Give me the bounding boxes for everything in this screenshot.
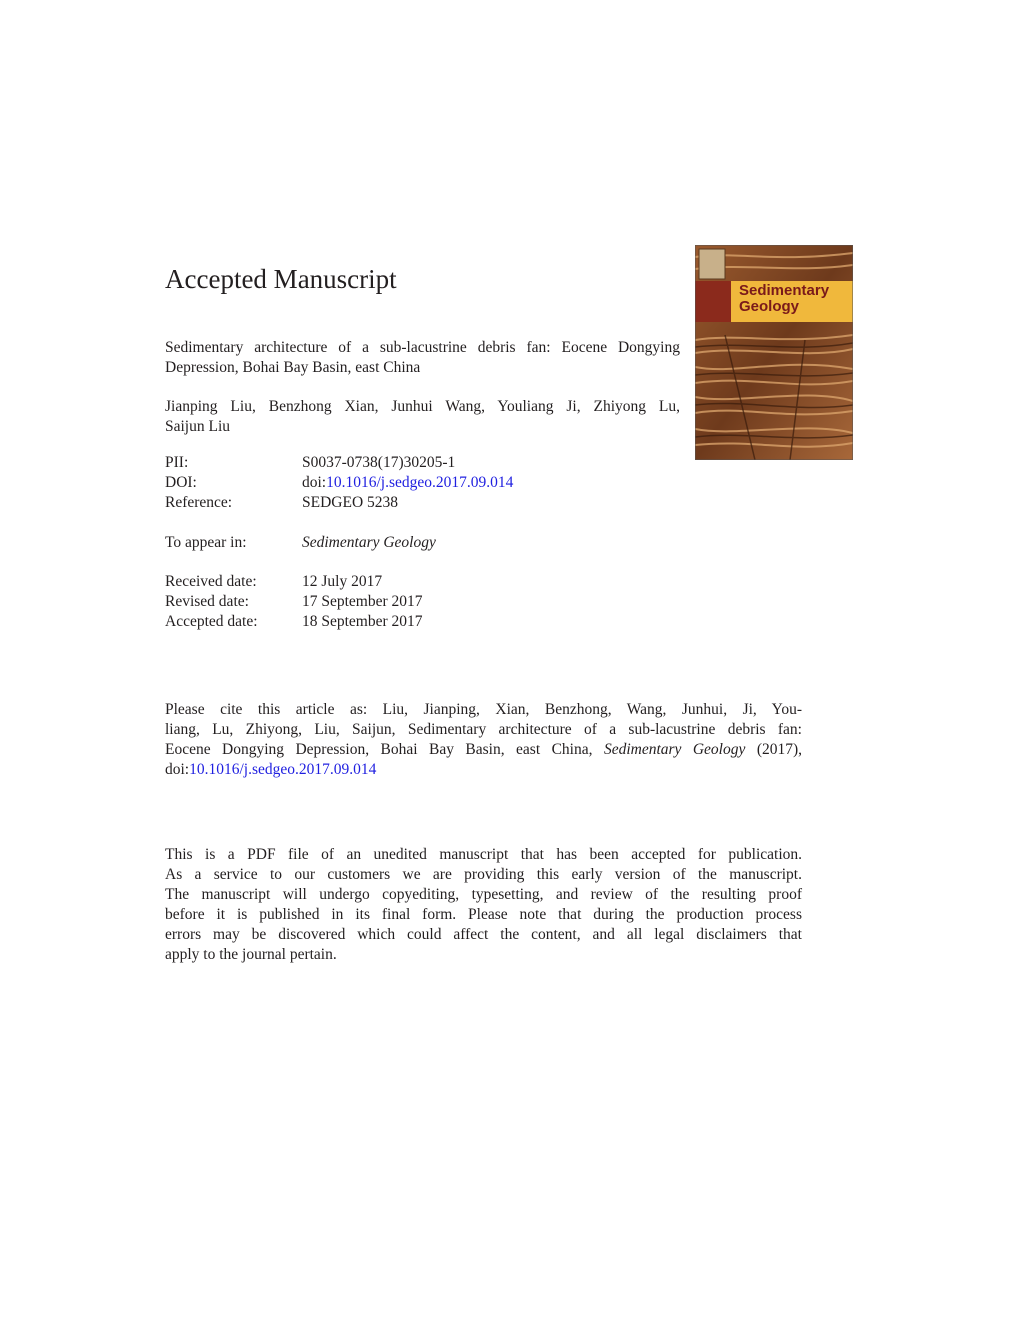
disclaimer-line-3: The manuscript will undergo copyediting, typesetting, and review of the resulting proof [165, 886, 802, 903]
appear-in-value: Sedimentary Geology [302, 534, 436, 551]
doi-link[interactable]: 10.1016/j.sedgeo.2017.09.014 [326, 474, 514, 491]
doi-prefix: doi: [302, 474, 327, 491]
received-date-value: 12 July 2017 [302, 573, 383, 590]
authors-line-2: Saijun Liu [165, 418, 231, 435]
revised-date-label: Revised date: [165, 593, 249, 610]
appear-in-label: To appear in: [165, 534, 247, 551]
pii-label: PII: [165, 454, 189, 471]
cover-journal-title-line-2: Geology [739, 298, 800, 315]
pii-value: S0037-0738(17)30205-1 [302, 454, 456, 471]
cover-journal-title [739, 283, 829, 315]
authors-line-1: Jianping Liu, Benzhong Xian, Junhui Wang, Youliang Ji, Zhiyong Lu, [165, 398, 680, 415]
citation-doi-prefix: doi: [165, 761, 190, 778]
citation-line-1: Please cite this article as: Liu, Jianping, Xian, Benzhong, Wang, Junhui, Ji, You- [165, 701, 802, 718]
citation-line-3-text: Eocene Dongying Depression, Bohai Bay Basin, east China, [165, 741, 593, 758]
accepted-date-label: Accepted date: [165, 613, 258, 630]
revised-date-value: 17 September 2017 [302, 593, 423, 610]
received-date-label: Received date: [165, 573, 257, 590]
citation-line-3 [165, 740, 802, 760]
accepted-date-value: 18 September 2017 [302, 613, 423, 630]
citation-line-2: liang, Lu, Zhiyong, Liu, Saijun, Sedimentary architecture of a sub-lacustrine debris fan: [165, 721, 802, 738]
citation-year: (2017), [756, 741, 803, 758]
citation-journal: Sedimentary Geology [603, 741, 746, 758]
disclaimer-line-6: apply to the journal pertain. [165, 946, 337, 963]
disclaimer-line-4: before it is published in its final form. Please note that during the production process [165, 906, 802, 923]
disclaimer-line-1: This is a PDF file of an unedited manuscript that has been accepted for publication. [165, 846, 802, 863]
reference-label: Reference: [165, 494, 233, 511]
disclaimer-line-5: errors may be discovered which could affect the content, and all legal disclaimers that [165, 926, 802, 943]
page-title: Accepted Manuscript [165, 264, 397, 294]
doi-row [302, 473, 513, 493]
article-title-line-2: Depression, Bohai Bay Basin, east China [165, 359, 421, 376]
journal-cover-image [695, 245, 853, 460]
doi-label: DOI: [165, 474, 197, 491]
citation-line-4 [165, 760, 376, 780]
citation-doi-link[interactable]: 10.1016/j.sedgeo.2017.09.014 [189, 761, 377, 778]
disclaimer-line-2: As a service to our customers we are providing this early version of the manuscript. [165, 866, 802, 883]
cover-journal-title-line-1: Sedimentary [739, 282, 830, 299]
article-title-line-1: Sedimentary architecture of a sub-lacustrine debris fan: Eocene Dongying [165, 339, 680, 356]
reference-value: SEDGEO 5238 [302, 494, 399, 511]
